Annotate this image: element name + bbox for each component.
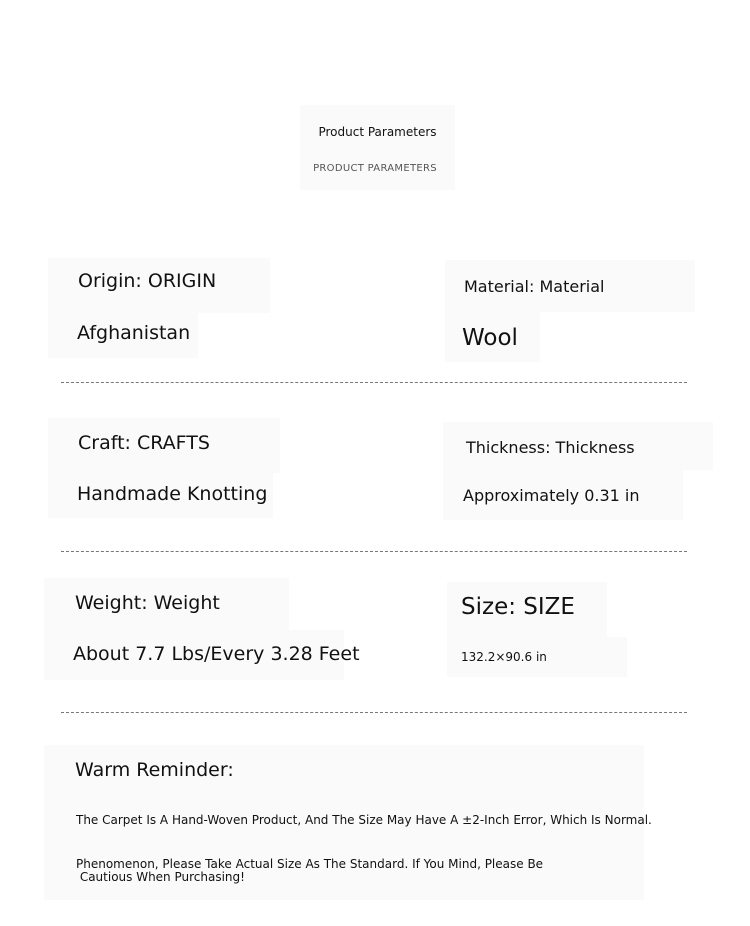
craft-value: Handmade Knotting bbox=[77, 483, 268, 505]
material-label: Material: Material bbox=[464, 277, 605, 296]
reminder-title: Warm Reminder: bbox=[75, 759, 234, 781]
divider-2 bbox=[61, 551, 687, 552]
size-label: Size: SIZE bbox=[461, 594, 575, 620]
craft-label: Craft: CRAFTS bbox=[78, 432, 210, 454]
reminder-line-2b: Cautious When Purchasing! bbox=[76, 870, 245, 884]
divider-3 bbox=[61, 712, 687, 713]
header-panel bbox=[300, 105, 455, 190]
page-title: Product Parameters bbox=[318, 125, 437, 139]
origin-value: Afghanistan bbox=[77, 322, 191, 344]
material-value: Wool bbox=[462, 325, 518, 351]
origin-label: Origin: ORIGIN bbox=[78, 270, 217, 292]
weight-value: About 7.7 Lbs/Every 3.28 Feet bbox=[73, 643, 360, 665]
reminder-line-1: The Carpet Is A Hand-Woven Product, And The Size May Have A ±2-Inch Error, Which Is Normal. bbox=[76, 813, 652, 827]
weight-label: Weight: Weight bbox=[75, 592, 220, 614]
thickness-label: Thickness: Thickness bbox=[466, 438, 635, 457]
page-subtitle: PRODUCT PARAMETERS bbox=[313, 163, 437, 174]
thickness-value: Approximately 0.31 in bbox=[463, 486, 640, 505]
divider-1 bbox=[61, 382, 687, 383]
size-value: 132.2×90.6 in bbox=[461, 650, 547, 664]
reminder-line-2a: Phenomenon, Please Take Actual Size As The Standard. If You Mind, Please Be bbox=[76, 857, 544, 871]
